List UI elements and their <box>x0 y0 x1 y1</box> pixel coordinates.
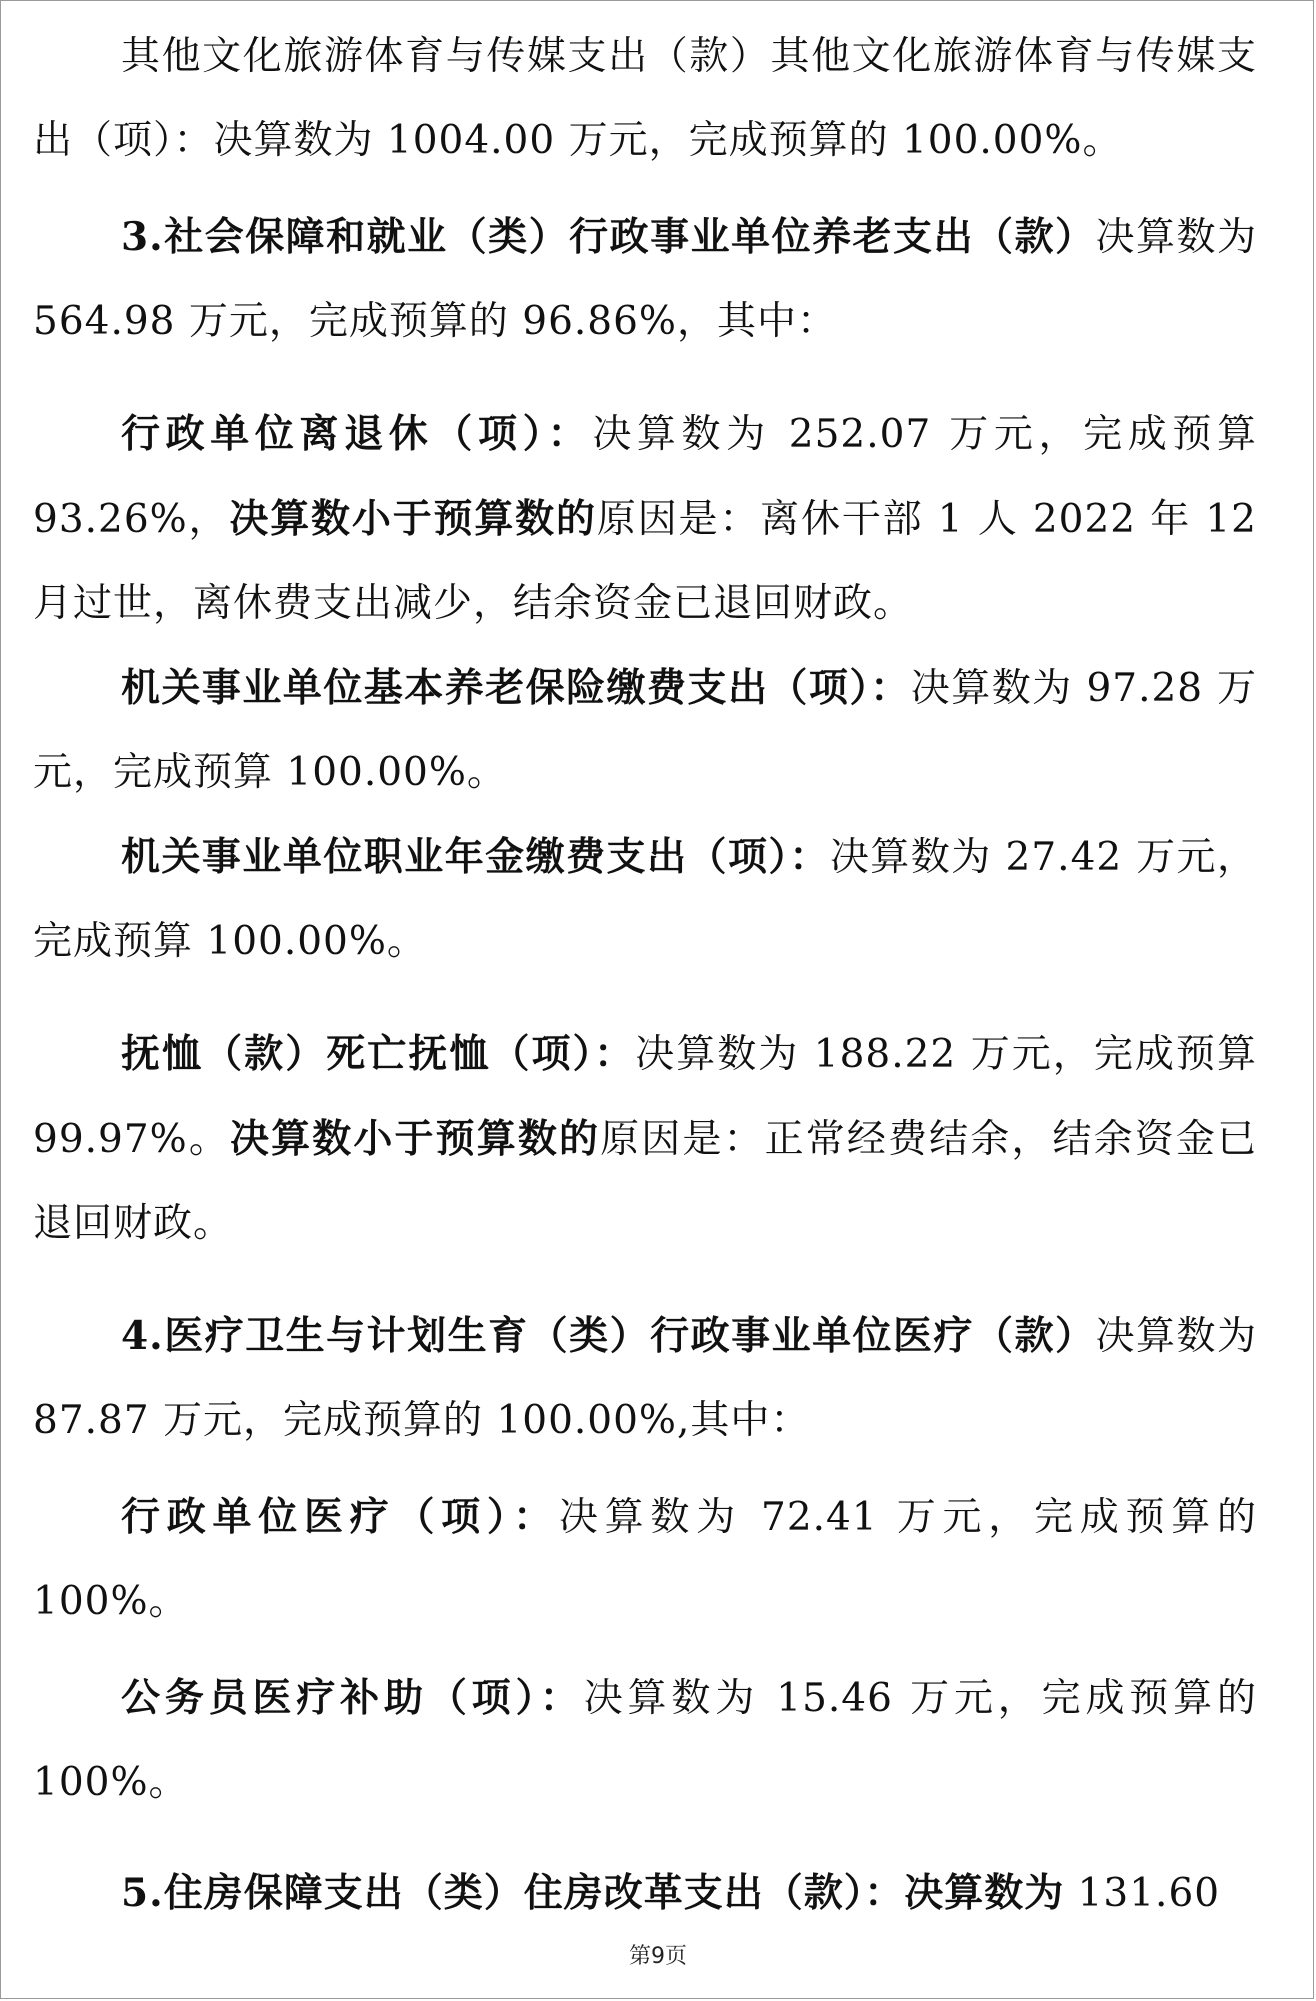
paragraph-death-pension <box>33 1012 1257 1266</box>
paragraph-housing <box>33 1851 1257 1936</box>
page-content <box>33 15 1257 1936</box>
paragraph-heading: 机关事业单位基本养老保险缴费支出（项）： <box>121 665 911 711</box>
paragraph-emphasis: 决算数小于预算数的 <box>229 1116 601 1162</box>
paragraph-heading: 4.医疗卫生与计划生育（类）行政事业单位医疗（款） <box>121 1313 1096 1359</box>
paragraph-heading: 机关事业单位职业年金缴费支出（项）： <box>121 834 830 880</box>
paragraph-pension-insurance <box>33 646 1257 815</box>
paragraph-text: 决算数为 188.22 万元，完成预算 99.97%。 <box>33 1032 1257 1162</box>
paragraph-text: 131.60 <box>1064 1871 1221 1916</box>
paragraph-text: 原因是：离休干部 1 人 2022 年 12 月过世，离休费支出减少，结余资金已退回财政。 <box>33 497 1257 626</box>
paragraph-heading: 公务员医疗补助（项）： <box>121 1675 584 1721</box>
paragraph-text: 决算数为 27.42 万元，完成预算 100.00%。 <box>33 835 1257 964</box>
paragraph-text: 决算数为 87.87 万元，完成预算的 100.00%,其中： <box>33 1314 1257 1443</box>
paragraph-social-security <box>33 195 1257 364</box>
paragraph-medical <box>33 1294 1257 1463</box>
paragraph-text: 其他文化旅游体育与传媒支出（款）其他文化旅游体育与传媒支出（项）：决算数为 1004.00 万元，完成预算的 100.00%。 <box>33 34 1257 163</box>
paragraph-heading: 3.社会保障和就业（类）行政事业单位养老支出（款） <box>121 214 1096 260</box>
paragraph-text: 决算数为 564.98 万元，完成预算的 96.86%，其中： <box>33 215 1257 344</box>
paragraph-text: 决算数为 97.28 万元，完成预算 100.00%。 <box>33 666 1257 795</box>
paragraph-civil-servant-medical <box>33 1656 1257 1825</box>
paragraph-heading: 行政单位医疗（项）： <box>121 1494 559 1540</box>
paragraph-text: 决算数为 15.46 万元，完成预算的 100%。 <box>33 1676 1257 1805</box>
paragraph-heading: 抚恤（款）死亡抚恤（项）： <box>121 1031 636 1077</box>
paragraph-other-culture <box>33 15 1257 183</box>
paragraph-heading: 行政单位离退休（项）： <box>121 411 593 457</box>
paragraph-admin-retirement <box>33 392 1257 646</box>
paragraph-occupational-annuity <box>33 815 1257 984</box>
paragraph-text: 决算数为 72.41 万元，完成预算的 100%。 <box>33 1495 1257 1624</box>
paragraph-text: 原因是：正常经费结余，结余资金已退回财政。 <box>33 1117 1257 1246</box>
paragraph-text: 决算数为 252.07 万元，完成预算 93.26%， <box>33 412 1257 542</box>
page-number: 第9页 <box>629 1944 687 1969</box>
paragraph-heading: 5.住房保障支出（类）住房改革支出（款）：决算数为 <box>121 1870 1065 1916</box>
paragraph-emphasis: 决算数小于预算数的 <box>229 496 597 542</box>
paragraph-admin-medical <box>33 1475 1257 1644</box>
